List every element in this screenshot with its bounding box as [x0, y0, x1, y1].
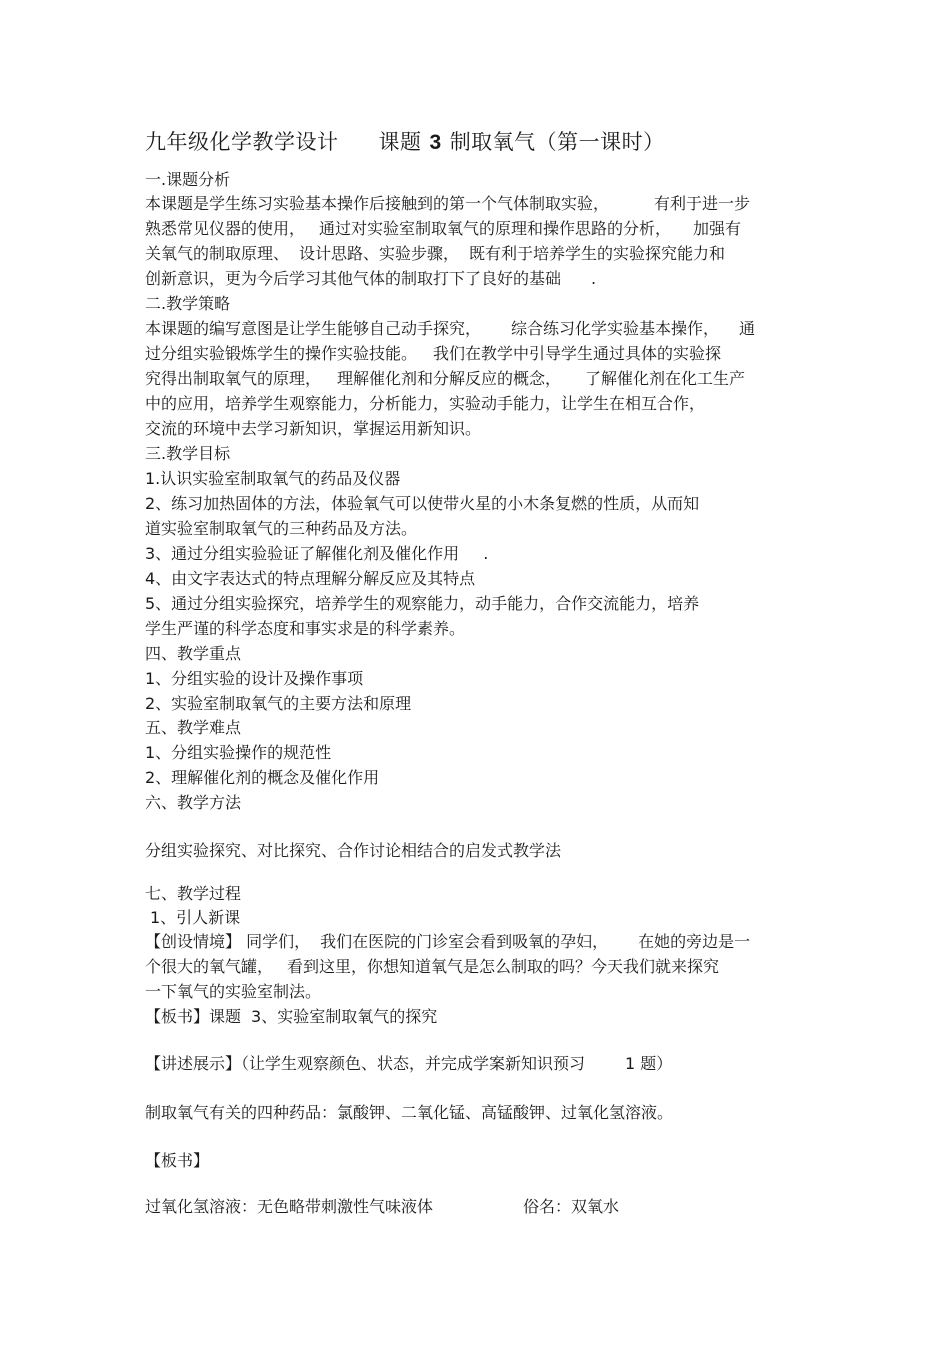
title-number: 3: [429, 131, 442, 154]
board-note: 【板书】: [145, 1151, 210, 1170]
paragraph-line: 分组实验探究、对比探究、合作讨论相结合的启发式教学法: [145, 841, 562, 860]
list-item: 1、分组实验操作的规范性: [145, 743, 332, 762]
list-item: 4、由文字表达式的特点理解分解反应及其特点: [145, 569, 476, 588]
list-item: 5、通过分组实验探究，培养学生的观察能力，动手能力，合作交流能力，培养: [145, 594, 700, 613]
paragraph-line: 【创设情境】 同学们， 我们在医院的门诊室会看到吸氧的孕妇， 在她的旁边是一: [145, 932, 751, 951]
paragraph-line: 交流的环境中去学习新知识，掌握运用新知识。: [145, 419, 482, 438]
section-heading-analysis: 一.课题分析: [145, 170, 231, 189]
list-item: 2、理解催化剂的概念及催化作用: [145, 768, 380, 787]
section-heading-methods: 六、教学方法: [145, 793, 242, 812]
paragraph-line: 本课题是学生练习实验基本操作后接触到的第一个气体制取实验， 有利于进一步: [145, 194, 751, 213]
title-part3: 制取氧气（第一课时）: [449, 130, 665, 154]
paragraph-line: 创新意识，更为今后学习其他气体的制取打下了良好的基础 .: [145, 269, 597, 288]
paragraph-line: 制取氧气有关的四种药品：氯酸钾、二氧化锰、高锰酸钾、过氧化氢溶液。: [145, 1103, 674, 1122]
section-heading-objectives: 三.教学目标: [145, 444, 231, 463]
list-item: 2、实验室制取氧气的主要方法和原理: [145, 694, 412, 713]
list-item: 1、引人新课: [150, 908, 241, 927]
paragraph-line: 究得出制取氧气的原理， 理解催化剂和分解反应的概念， 了解催化剂在化工生产: [145, 369, 746, 388]
title-part1: 九年级化学教学设计: [145, 130, 339, 154]
list-item: 1、分组实验的设计及操作事项: [145, 669, 364, 688]
paragraph-line: 中的应用，培养学生观察能力，分析能力，实验动手能力，让学生在相互合作，: [145, 394, 706, 413]
paragraph-line: 【讲述展示】（让学生观察颜色、状态，并完成学案新知识预习 1 题）: [145, 1054, 673, 1073]
paragraph-line: 个很大的氧气罐， 看到这里，你想知道氧气是怎么制取的吗？今天我们就来探究: [145, 957, 720, 976]
paragraph-line: 过氧化氢溶液：无色略带刺激性气味液体 俗名：双氧水: [145, 1197, 620, 1216]
board-note: 【板书】课题 3、实验室制取氧气的探究: [145, 1007, 438, 1026]
paragraph-line: 本课题的编写意图是让学生能够自己动手探究， 综合练习化学实验基本操作， 通: [145, 319, 756, 338]
section-heading-key-points: 四、教学重点: [145, 644, 242, 663]
list-item: 3、通过分组实验验证了解催化剂及催化作用 .: [145, 544, 489, 563]
document-title: [145, 126, 665, 156]
section-heading-process: 七、教学过程: [145, 884, 242, 903]
list-item-continued: 道实验室制取氧气的三种药品及方法。: [145, 519, 418, 538]
paragraph-line: 熟悉常见仪器的使用， 通过对实验室制取氧气的原理和操作思路的分析， 加强有: [145, 219, 742, 238]
title-part2: 课题: [378, 130, 422, 154]
list-item-continued: 学生严谨的科学态度和事实求是的科学素养。: [145, 619, 466, 638]
paragraph-line: 关氧气的制取原理、 设计思路、实验步骤， 既有利于培养学生的实验探究能力和: [145, 244, 726, 263]
section-heading-strategy: 二.教学策略: [145, 294, 231, 313]
paragraph-line: 过分组实验锻炼学生的操作实验技能。 我们在教学中引导学生通过具体的实验探: [145, 344, 722, 363]
paragraph-line: 一下氧气的实验室制法。: [145, 982, 322, 1001]
list-item: 2、练习加热固体的方法，体验氧气可以使带火星的小木条复燃的性质，从而知: [145, 494, 700, 513]
section-heading-difficulties: 五、教学难点: [145, 718, 242, 737]
list-item: 1.认识实验室制取氧气的药品及仪器: [145, 469, 401, 488]
